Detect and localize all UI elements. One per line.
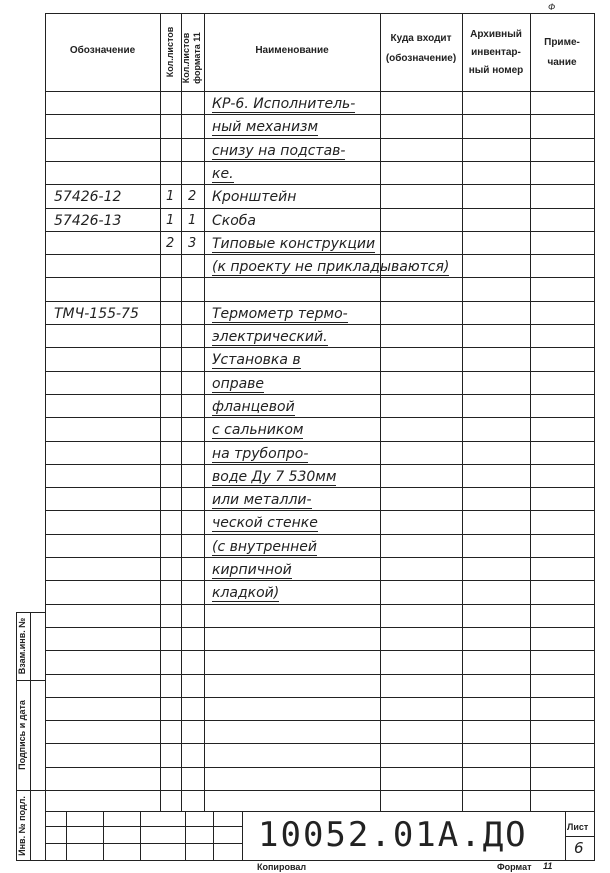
- row-name: оправе: [212, 376, 265, 392]
- row-line: [45, 510, 595, 511]
- row-line: [45, 138, 595, 139]
- header-designation: Обозначение: [69, 45, 136, 56]
- frame-right: [594, 13, 595, 861]
- row-line: [45, 394, 595, 395]
- document-number: 10052.01А.ДО: [258, 815, 528, 855]
- row-line: [45, 674, 595, 675]
- stamp-col-6: [242, 811, 243, 860]
- row-sheet-count: 1: [166, 189, 175, 204]
- row-line: [45, 371, 595, 372]
- row-line: [45, 487, 595, 488]
- copied-label: Копировал: [257, 862, 307, 872]
- row-line: [45, 580, 595, 581]
- row-line: [45, 301, 595, 302]
- row-line: [45, 161, 595, 162]
- row-name: Типовые конструкции: [212, 236, 376, 252]
- row-line: [45, 720, 595, 721]
- row-line: [45, 417, 595, 418]
- stamp-col-1: [66, 811, 67, 860]
- row-name: КР-6. Исполнитель-: [212, 96, 356, 112]
- row-name: (с внутренней: [212, 539, 317, 555]
- row-line: [45, 767, 595, 768]
- row-designation: 57426-13: [54, 213, 122, 229]
- col-line-4: [380, 13, 381, 811]
- row-name: Скоба: [212, 213, 257, 229]
- format-label: Формат: [497, 862, 532, 872]
- stamp-col-3: [140, 811, 141, 860]
- row-line: [45, 790, 595, 791]
- sheet-label: Лист: [567, 822, 589, 832]
- row-name: электрический.: [212, 329, 328, 345]
- col-line-6: [530, 13, 531, 811]
- row-name: кладкой): [212, 585, 280, 601]
- stamp-col-5: [213, 811, 214, 860]
- row-line: [45, 743, 595, 744]
- side-label-inv-zam: Взам.инв. №: [17, 617, 27, 675]
- col-line-5: [462, 13, 463, 811]
- side-label-inv-orig: Инв. № подл.: [17, 796, 27, 856]
- row-line: [45, 347, 595, 348]
- header-sheet-count-format: Кол.листов формата 11: [181, 32, 202, 84]
- row-line: [45, 697, 595, 698]
- row-line: [45, 534, 595, 535]
- header-archive-1: Архивный: [470, 29, 522, 40]
- header-name: Наименование: [255, 45, 329, 56]
- row-line: [45, 650, 595, 651]
- row-name: фланцевой: [212, 399, 295, 415]
- header-note-2: чание: [547, 57, 577, 68]
- row-line: [45, 627, 595, 628]
- header-archive-3: ный номер: [468, 65, 524, 76]
- row-sheet-count: 2: [166, 236, 175, 251]
- row-line: [45, 231, 595, 232]
- header-note-1: Приме-: [544, 37, 580, 48]
- header-sheet-count: Кол.листов: [165, 26, 175, 78]
- stamp-top-line: [45, 811, 595, 812]
- row-line: [45, 557, 595, 558]
- row-name: на трубопро-: [212, 446, 309, 462]
- row-line: [45, 324, 595, 325]
- row-line: [45, 277, 595, 278]
- row-name: ческой стенке: [212, 515, 318, 531]
- row-name: кирпичной: [212, 562, 292, 578]
- row-name: ке.: [212, 166, 234, 182]
- format-value: 11: [543, 861, 553, 871]
- header-archive-2: инвентар-: [471, 47, 521, 58]
- row-line: [45, 184, 595, 185]
- frame-top: [45, 13, 595, 14]
- row-name: Кронштейн: [212, 189, 297, 205]
- row-name: или металли-: [212, 492, 312, 508]
- row-line: [45, 441, 595, 442]
- row-name: с сальником: [212, 422, 304, 438]
- stamp-col-2: [103, 811, 104, 860]
- row-sheet-count: 1: [166, 213, 175, 228]
- row-sheet-count-format: 3: [188, 236, 197, 251]
- row-line: [45, 604, 595, 605]
- header-where-used-1: Куда входит: [390, 33, 452, 44]
- frame-left: [45, 13, 46, 861]
- col-line-3: [204, 13, 205, 811]
- row-line: [45, 208, 595, 209]
- row-sheet-count-format: 2: [188, 189, 197, 204]
- col-line-1: [160, 13, 161, 811]
- row-name: Установка в: [212, 352, 301, 368]
- side-label-sign-date: Подпись и дата: [17, 700, 27, 770]
- row-designation: ТМЧ-155-75: [54, 306, 139, 322]
- header-where-used-2: (обозначение): [385, 53, 457, 64]
- header-bottom-line: [45, 91, 595, 92]
- row-line: [45, 464, 595, 465]
- row-sheet-count-format: 1: [188, 213, 197, 228]
- row-line: [45, 114, 595, 115]
- frame-bottom: [16, 860, 595, 861]
- row-line: [45, 254, 595, 255]
- corner-note: Ф: [548, 2, 556, 12]
- stamp-sheet-sep: [565, 836, 595, 837]
- row-name: Термометр термо-: [212, 306, 348, 322]
- stamp-col-4: [185, 811, 186, 860]
- row-designation: 57426-12: [54, 189, 122, 205]
- sheet-number: 6: [574, 839, 584, 857]
- row-name: воде Ду 7 530мм: [212, 469, 337, 485]
- row-name: (к проекту не прикладываются): [212, 259, 450, 275]
- col-line-2: [181, 13, 182, 811]
- row-name: ный механизм: [212, 119, 319, 135]
- row-name: снизу на подстав-: [212, 143, 346, 159]
- side-stamp-mid: [30, 612, 31, 861]
